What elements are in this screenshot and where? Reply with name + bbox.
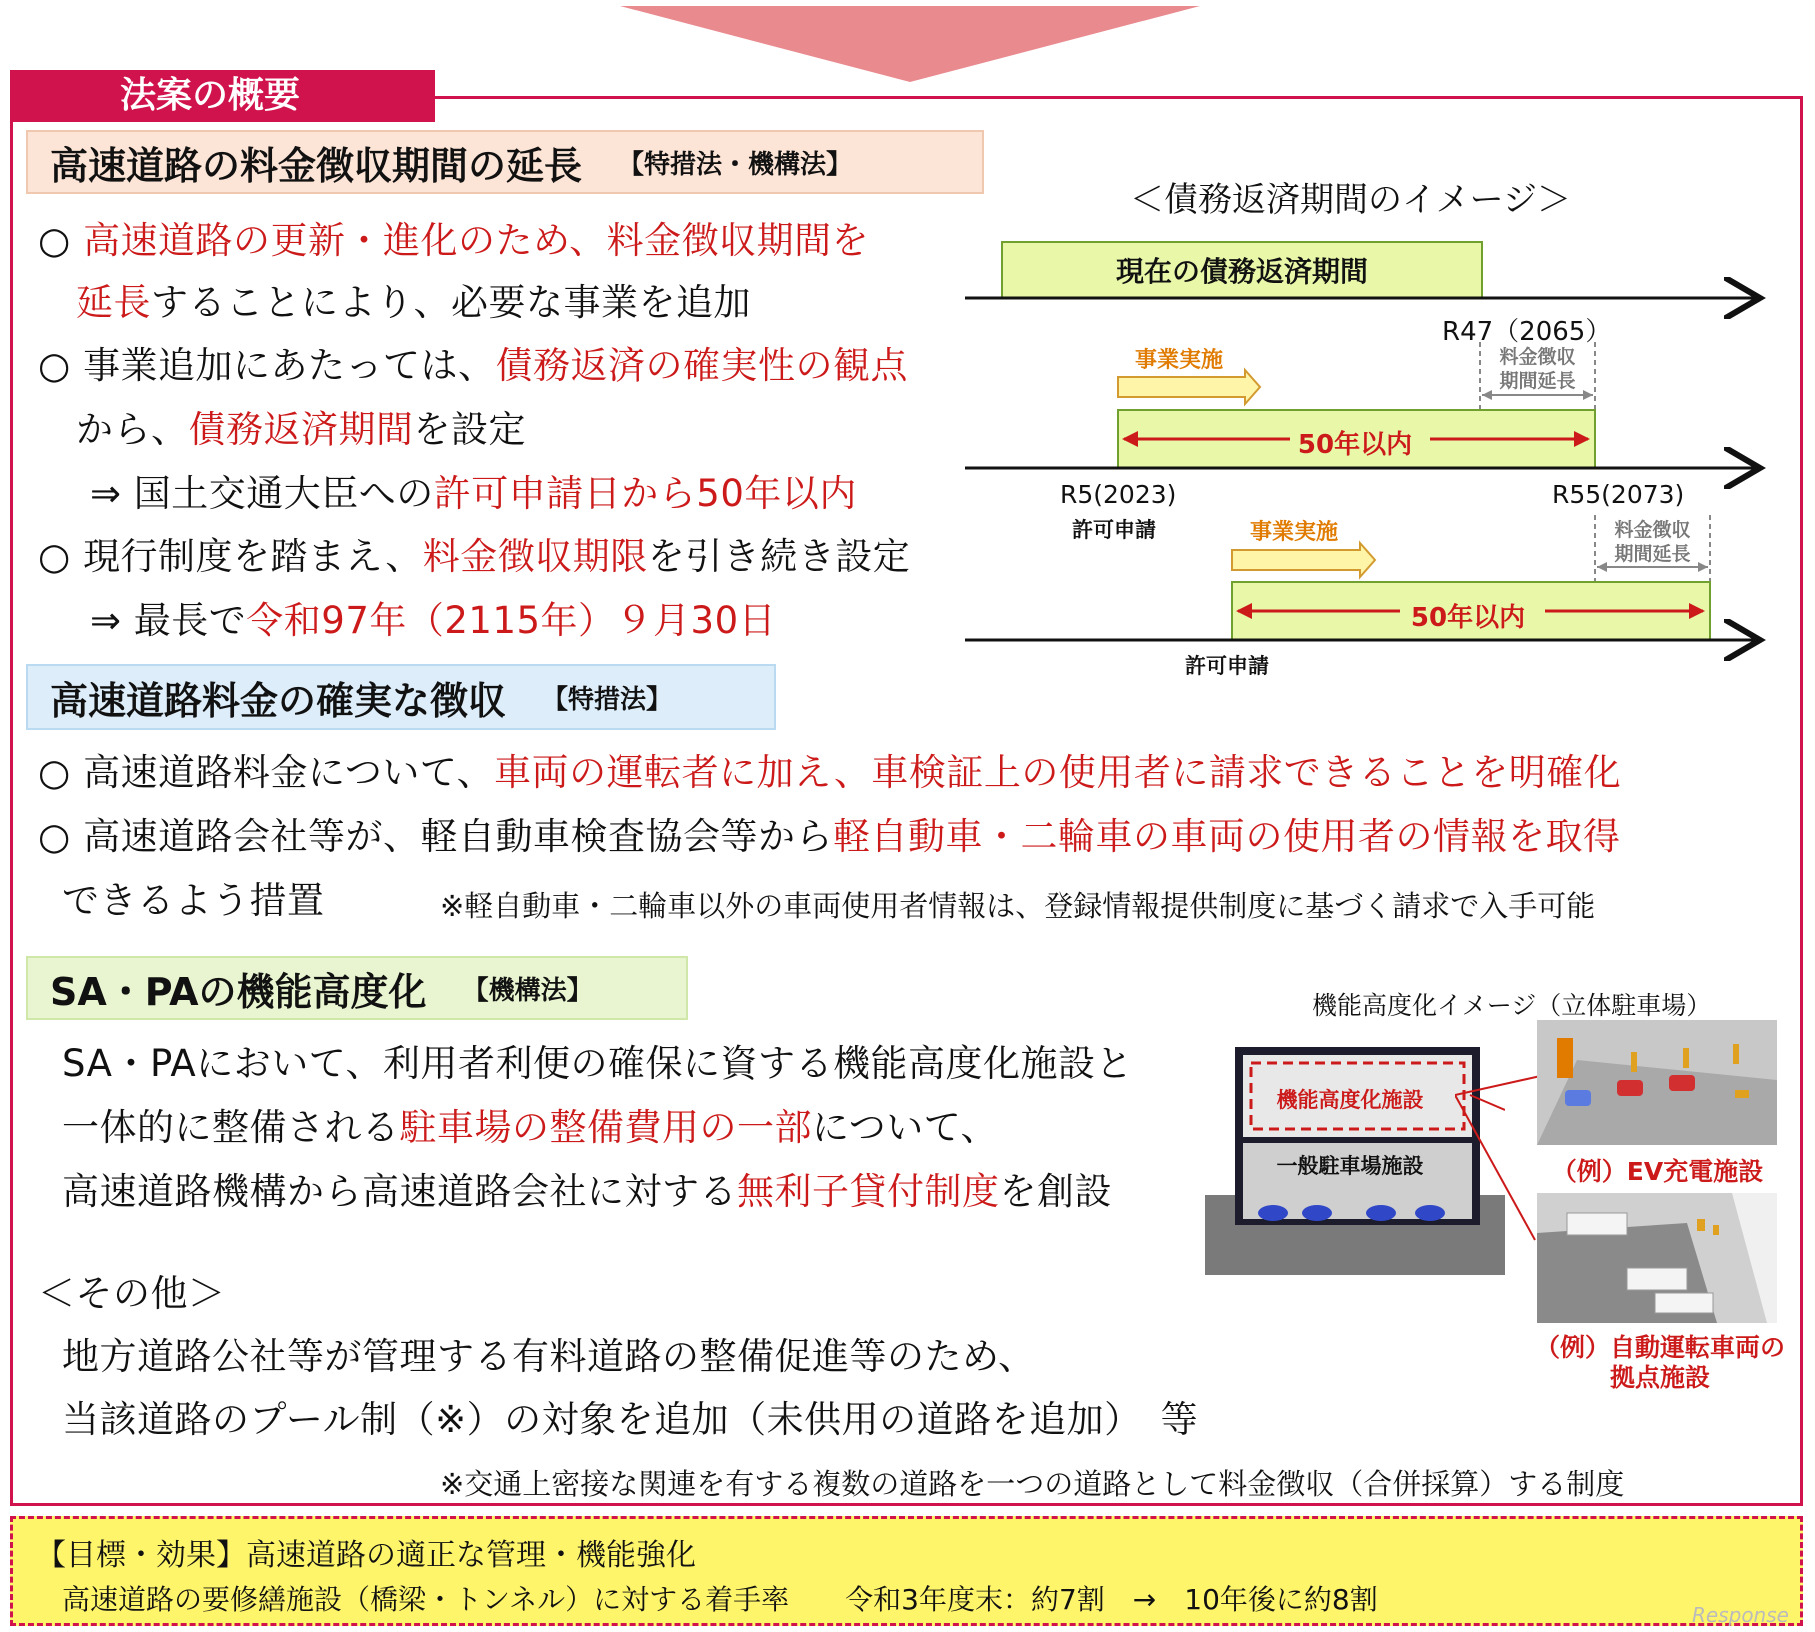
other-line1: 地方道路公社等が管理する有料道路の整備促進等のため、 [62,1335,1036,1378]
section1-title: 高速道路の料金徴収期間の延長 [50,143,583,188]
ev-caption: （例）EV充電施設 [1551,1157,1764,1186]
s3-line3: 高速道路機構から高速道路会社に対する無利子貸付制度を創設 [62,1170,1112,1213]
s1-bullet2-line1: ○ 事業追加にあたっては、債務返済の確実性の観点 [38,344,909,387]
s1-bullet1-line1: ○ 高速道路の更新・進化のため、料金徴収期間を [38,219,870,262]
section2-title: 高速道路料金の確実な徴収 [50,678,507,723]
work-label-1: 事業実施 [1135,348,1224,373]
other-line2: 当該道路のプール制（※）の対象を追加（未供用の道路を追加） 等 [62,1398,1199,1441]
section3-tag: 【機構法】 [462,975,593,1006]
work-arrow-1 [1118,370,1260,404]
s3-line2: 一体的に整備される駐車場の整備費用の一部について、 [62,1106,999,1149]
other-note: ※交通上密接な関連を有する複数の道路を一つの道路として料金徴収（合併採算）する制度 [440,1467,1625,1501]
extension-label-1b: 期間延長 [1499,370,1576,392]
extension-label-2a: 料金徴収 [1614,519,1691,541]
permit-label-1: 許可申請 [1072,518,1156,542]
overview-header-label: 法案の概要 [120,75,301,116]
s2-bullet1: ○ 高速道路料金について、車両の運転者に加え、車検証上の使用者に請求できることを明確化 [38,751,1622,794]
section3-title: SA・PAの機能高度化 [50,969,427,1014]
autonomous-vehicle-photo [1537,1193,1777,1323]
s2-note: ※軽自動車・二輪車以外の車両使用者情報は、登録情報提供制度に基づく請求で入手可能 [440,889,1596,923]
ev-charging-photo [1537,1020,1777,1145]
fifty-years-label-2: 50年以内 [1410,603,1526,633]
s1-bullet2-sub: ⇒ 国土交通大臣への許可申請日から50年以内 [90,472,857,515]
debt-diagram-title: ＜債務返済期間のイメージ＞ [1130,180,1571,220]
goal-line2: 高速道路の要修繕施設（橋梁・トンネル）に対する着手率 令和3年度末：約7割 → 10年後に約8割 [62,1583,1378,1616]
fifty-years-label-1: 50年以内 [1297,430,1413,460]
extension-label-2b: 期間延長 [1614,543,1691,565]
section2-heading [26,664,776,730]
work-arrow-2 [1232,543,1375,577]
s3-line1: SA・PAにおいて、利用者利便の確保に資する機能高度化施設と [62,1042,1133,1085]
section1-heading [26,130,984,194]
s2-bullet2: ○ 高速道路会社等が、軽自動車検査協会等から軽自動車・二輪車の車両の使用者の情報を取得 [38,815,1621,858]
auto-caption-1: （例）自動運転車両の [1534,1333,1785,1362]
r55-label: R55(2073) [1552,480,1685,509]
section2-tag: 【特措法】 [542,684,673,715]
s1-bullet1-line2: 延長することにより、必要な事業を追加 [76,281,751,324]
facility-label: 機能高度化施設 [1276,1088,1424,1112]
r5-label: R5(2023) [1060,480,1177,509]
current-period-label: 現在の債務返済期間 [1115,255,1368,288]
function-image-title: 機能高度化イメージ（立体駐車場） [1312,991,1712,1020]
s1-bullet3-sub: ⇒ 最長で令和97年（2115年）９月30日 [90,599,777,642]
section3-heading [26,956,688,1020]
section1-tag: 【特措法・機構法】 [618,149,853,180]
r47-label: R47（2065） [1442,317,1612,347]
s1-bullet2-line2: から、債務返済期間を設定 [76,408,526,451]
s2-bullet2-cont: できるよう措置 [62,879,325,922]
auto-caption-2: 拠点施設 [1609,1363,1710,1392]
work-label-2: 事業実施 [1250,520,1339,545]
extension-label-1a: 料金徴収 [1499,346,1576,368]
parking-label: 一般駐車場施設 [1276,1154,1424,1178]
top-down-arrow [620,6,1200,84]
watermark: Response [1692,1603,1789,1627]
permit-label-2: 許可申請 [1185,654,1269,678]
other-heading: ＜その他＞ [38,1272,226,1315]
goal-line1: 【目標・効果】高速道路の適正な管理・機能強化 [36,1538,696,1573]
s1-bullet3-line1: ○ 現行制度を踏まえ、料金徴収期限を引き続き設定 [38,535,911,578]
